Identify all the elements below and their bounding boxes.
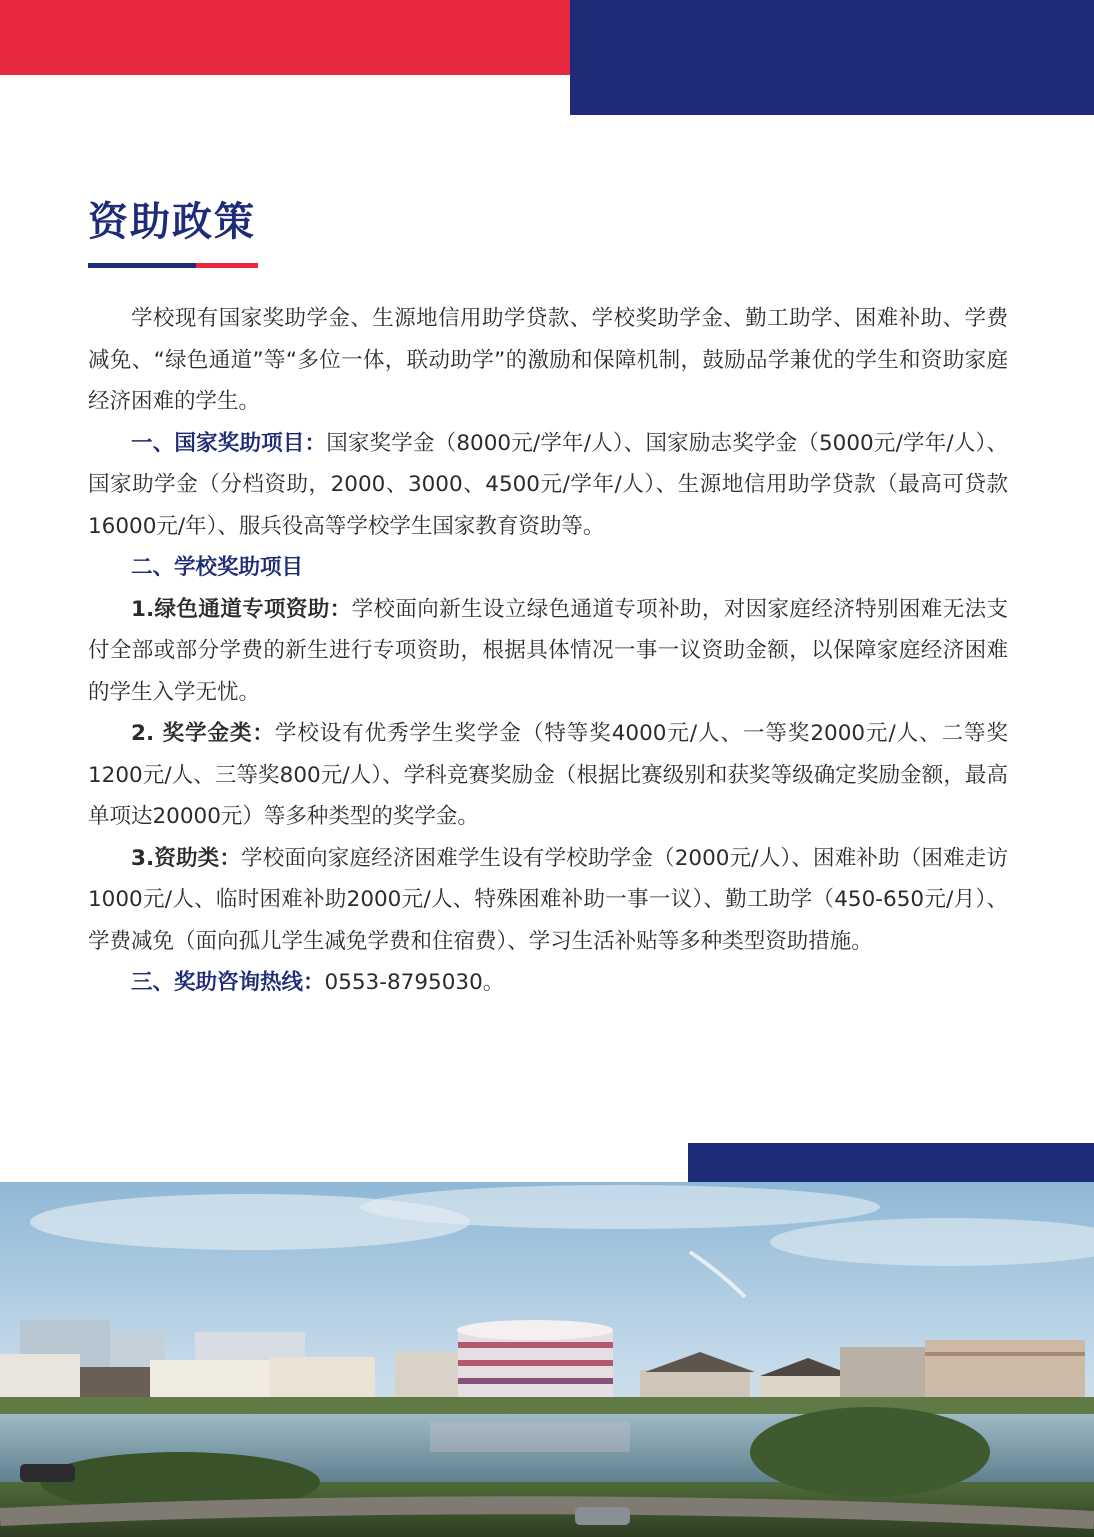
intro-paragraph bbox=[88, 298, 1008, 423]
hotline-heading: 三、奖助咨询热线： bbox=[131, 970, 325, 995]
hotline-paragraph bbox=[88, 962, 1008, 1004]
policy-content bbox=[88, 298, 1008, 1004]
national-aid-text: 国家奖学金（8000元/学年/人）、国家励志奖学金（5000元/学年/人）、国家助学金（分档资助，2000、3000、4500元/学年/人）、生源地信用助学贷款（最高可贷款16000元/年）、服兵役高等学校学生国家教育资助等。 bbox=[88, 430, 1008, 539]
title-underline-red bbox=[196, 263, 258, 268]
grant-text: 学校面向家庭经济困难学生设有学校助学金（2000元/人）、困难补助（困难走访1000元/人、临时困难补助2000元/人、特殊困难补助一事一议）、勤工助学（450-650元/月）、学费减免（面向孤儿学生减免学费和住宿费）、学习生活补贴等多种类型资助措施。 bbox=[88, 845, 1008, 954]
page-title: 资助政策 bbox=[88, 199, 256, 245]
grant-heading: 3.资助类： bbox=[131, 845, 242, 871]
grant-paragraph bbox=[88, 838, 1008, 963]
scholarship-paragraph bbox=[88, 713, 1008, 838]
hotline-number: 0553-8795030。 bbox=[324, 970, 505, 995]
header-red-band bbox=[0, 0, 570, 75]
green-channel-paragraph bbox=[88, 589, 1008, 714]
campus-illustration bbox=[0, 1182, 1094, 1537]
photo-accent-tab bbox=[688, 1143, 1094, 1182]
title-underline bbox=[88, 263, 258, 268]
campus-panorama-image bbox=[0, 1182, 1094, 1537]
national-aid-heading: 一、国家奖助项目： bbox=[131, 430, 327, 456]
green-channel-text: 学校面向新生设立绿色通道专项补助，对因家庭经济特别困难无法支付全部或部分学费的新生进行专项资助，根据具体情况一事一议资助金额，以保障家庭经济困难的学生入学无忧。 bbox=[88, 596, 1008, 705]
school-aid-heading: 二、学校奖助项目 bbox=[131, 555, 304, 580]
green-channel-heading: 1.绿色通道专项资助： bbox=[131, 596, 352, 622]
title-underline-navy bbox=[88, 263, 196, 268]
school-aid-heading-paragraph bbox=[88, 547, 1008, 589]
scholarship-text: 学校设有优秀学生奖学金（特等奖4000元/人、一等奖2000元/人、二等奖1200元/人、三等奖800元/人）、学科竞赛奖励金（根据比赛级别和获奖等级确定奖励金额，最高单项达20000元）等多种类型的奖学金。 bbox=[88, 721, 1008, 829]
national-aid-paragraph bbox=[88, 423, 1008, 548]
header-navy-band bbox=[570, 0, 1094, 115]
scholarship-heading: 2. 奖学金类： bbox=[131, 721, 275, 746]
intro-text: 学校现有国家奖助学金、生源地信用助学贷款、学校奖助学金、勤工助学、困难补助、学费减免、“绿色通道”等“多位一体，联动助学”的激励和保障机制，鼓励品学兼优的学生和资助家庭经济困难的学生。 bbox=[88, 306, 1008, 414]
